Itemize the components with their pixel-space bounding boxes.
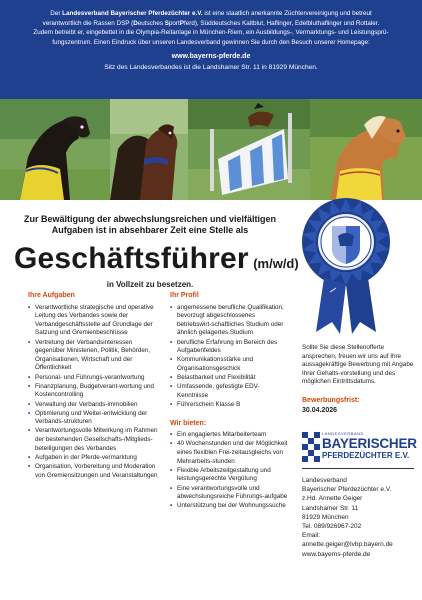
header-banner — [0, 0, 422, 99]
intro-line2-P: P — [179, 19, 184, 27]
logo-diamond-icon — [302, 432, 320, 462]
offer-heading: Wir bieten: — [170, 419, 207, 427]
job-title: Geschäftsführer — [14, 242, 249, 275]
list-item: • Vertretung der Verbandsinteressen gegenüber Ministerien, Politik, Behörden, Organisationen, Wirtschaft und der Öffentlichkeit — [28, 339, 158, 373]
contact-line: Landshamer Str. 11 — [302, 504, 359, 512]
intro-line2d: ferd), Süddeutsches Kaltblut, Haflinger, Edelbluthaflinger und Rottaler. — [183, 19, 380, 27]
lead-line2: Aufgaben ist in absehbarer Zeit eine Stelle als — [51, 225, 249, 235]
intro-line2-S: S — [164, 19, 169, 27]
list-item: • Verantwortliche strategische und operative Leitung des Verbandes sowie der Verbandgeschäftsstelle auf Grundlage der Satzung und Gremienbeschlüsse — [28, 304, 158, 338]
profile-heading: Ihr Profil — [170, 292, 199, 299]
intro-line2-D: D — [133, 19, 138, 27]
photo-dark-horse — [0, 99, 110, 200]
tasks-heading: Ihre Aufgaben — [28, 292, 75, 299]
headline-block — [14, 214, 299, 289]
list-item: • Verantwortungsvolle Mitwirkung im Rahmen der bestehenden Gesellschafts-/Mitglieds-beteiligungen des Verbandes — [28, 427, 158, 453]
list-item: • Unterstützung bei der Wohnungssuche — [170, 502, 288, 511]
application-text: Sollte Sie diese Stellenofferte ansprechen, freuen wir uns auf Ihre aussagekräftige Bewerbung mit Angabe Ihrer Gehalts-vorstellung und des möglichen Eintrittsdatums. — [302, 344, 414, 386]
job-title-row — [14, 242, 299, 276]
intro-line4: fungszentrum. Einen Eindruck über unseren Landesverband gewinnen Sie durch den Besuch unserer Homepage: — [52, 38, 370, 46]
list-item: • berufliche Erfahrung im Bereich des Aufgabenfeldes — [170, 339, 288, 356]
lead-text — [14, 214, 286, 236]
list-item: • Finanzplanung, Budgetverant-wortung und Kostencontrolling — [28, 383, 158, 400]
list-item: • Flexible Arbeitszeitgestaltung und leistungsgerechte Vergütung — [170, 467, 288, 484]
tasks-list — [28, 304, 158, 481]
intro-line2b: eutsches — [137, 19, 165, 27]
list-item: • Personal- und Führungs-verantwortung — [28, 374, 158, 383]
list-item: • Organisation, Vorbereitung und Moderation von Gremiensitzungen und Veranstaltungen — [28, 463, 158, 480]
contact-divider — [302, 468, 414, 469]
logo-small-text: LANDESVERBAND — [322, 431, 364, 436]
contact-line: 81929 München — [302, 513, 349, 521]
logo-sub-text: PFERDEZÜCHTER E.V. — [322, 451, 410, 460]
list-item: • Umfassende, gefestigte EDV-Kenntnisse — [170, 383, 288, 400]
list-item: • Kommunikationsstärke und Organisationsgeschick — [170, 356, 288, 373]
intro-line3: Zudem betreibt er, eingebettet in die Olympia-Reitanlage in München-Riem, ein Ausbildungs-, Vermarktungs- und Leistungsprü- — [33, 29, 389, 37]
photo-show-jumping — [188, 99, 310, 200]
list-item: • Optimierung und Weiter-entwicklung der Verbands-strukturen — [28, 410, 158, 427]
logo-main-text: BAYERISCHER — [322, 436, 417, 451]
contact-website[interactable]: www.bayerns-pferde.de — [302, 550, 371, 558]
fulltime-note: in Vollzeit zu besetzen. — [106, 280, 194, 289]
list-item: • Belastbarkeit und Flexibilität — [170, 374, 288, 383]
contact-line: Bayerischer Pferdezüchter e.V. — [302, 486, 392, 494]
lead-line1: Zur Bewältigung der abwechslungsreichen und vielfältigen — [23, 214, 277, 224]
intro-line2c: port — [168, 19, 180, 27]
profile-list — [170, 304, 288, 410]
contact-line: Email: — [302, 532, 321, 540]
photo-strip — [0, 99, 422, 200]
tasks-column — [28, 292, 158, 481]
contact-line: z.Hd. Annette Geiger — [302, 495, 363, 503]
list-item: • Aufgaben in der Pferde-vermarktung — [28, 454, 158, 463]
contact-email[interactable]: annette.geiger@lvbp.bayern.de — [302, 541, 393, 549]
intro-line2a: verantwortlich die Rassen DSP ( — [42, 19, 134, 27]
org-name: Landesverband Bayerischer Pferdezüchter e.V. — [62, 10, 203, 17]
offer-list — [170, 431, 288, 511]
intro-prefix: Der — [50, 10, 61, 17]
photo-haflinger — [310, 99, 422, 200]
website-link[interactable]: www.bayerns-pferde.de — [171, 53, 251, 61]
rosette-icon — [286, 196, 406, 336]
contact-address — [302, 476, 414, 559]
profile-offer-column — [170, 292, 288, 512]
list-item: • Eine verantwortungsvolle und abwechslungsreiche Führungs-aufgabe — [170, 485, 288, 502]
intro-text — [12, 9, 410, 47]
list-item: • Verwaltung der Verbands-immobilien — [28, 401, 158, 410]
deadline-date: 30.04.2026 — [302, 406, 338, 414]
intro-line1: ist eine staatlich anerkannte Züchtervereinigung und betreut — [204, 10, 372, 17]
association-logo — [302, 430, 417, 464]
application-column — [302, 344, 414, 415]
gender-note: (m/w/d) — [253, 256, 299, 271]
list-item: • Ein engagiertes Mitarbeiterteam — [170, 431, 288, 440]
contact-line: Landesverband — [302, 477, 347, 484]
seat-address: Sitz des Landesverbandes ist die Landshamer Str. 11 in 81929 München. — [104, 64, 318, 72]
list-item: • angemessene berufliche Qualifikation, bevorzugt abgeschlossenes betriebswirt-schaftliches Studium oder ähnlich gelagertes Studium — [170, 304, 288, 338]
list-item: • 40 Wochenstunden und der Möglichkeit eines flexiblen Frei-zeitausgleichs von Mehrarbeits-stunden — [170, 440, 288, 466]
deadline-label: Bewerbungsfrist: — [302, 396, 360, 404]
contact-phone[interactable]: Tel. 089/926967-202 — [302, 523, 362, 531]
photo-horse-heads — [110, 99, 188, 200]
list-item: • Führerschein Klasse B — [170, 401, 288, 410]
